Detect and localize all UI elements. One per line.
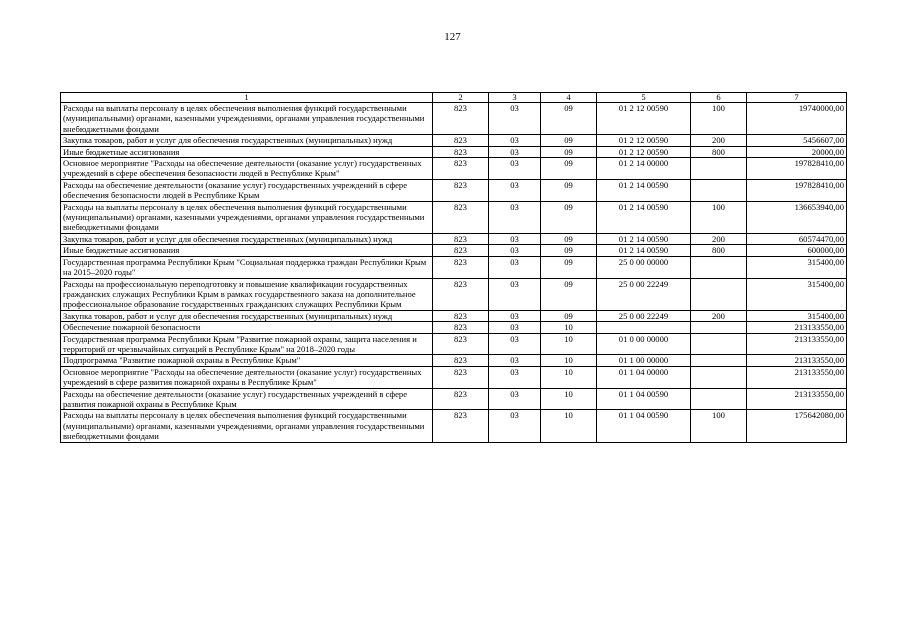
amount-cell: 213133550,00 <box>747 322 847 333</box>
target-article-cell: 01 0 00 00000 <box>597 333 691 355</box>
target-article-cell: 01 2 12 00590 <box>597 135 691 146</box>
target-article-cell: 01 1 04 00000 <box>597 366 691 388</box>
target-article-cell <box>597 322 691 333</box>
amount-cell: 315400,00 <box>747 256 847 278</box>
section-code-cell: 03 <box>489 310 541 321</box>
table-row <box>61 245 847 256</box>
subsection-code-cell: 10 <box>541 388 597 410</box>
table-row <box>61 333 847 355</box>
grbs-code-cell: 823 <box>433 245 489 256</box>
expense-name-cell: Иные бюджетные ассигнования <box>61 146 433 157</box>
expense-type-cell: 100 <box>691 201 747 233</box>
header-row <box>61 93 847 103</box>
target-article-cell: 01 2 14 00590 <box>597 179 691 201</box>
amount-cell: 213133550,00 <box>747 355 847 366</box>
expense-name-cell: Расходы на обеспечение деятельности (оказание услуг) государственных учреждений в сфере обеспечения безопасности людей в Республике Крым <box>61 179 433 201</box>
expense-type-cell <box>691 366 747 388</box>
expense-type-cell <box>691 322 747 333</box>
page-number: 127 <box>444 31 461 43</box>
expense-name-cell: Государственная программа Республики Крым "Развитие пожарной охраны, защита населения и территорий от чрезвычайных ситуаций в Республике Крым" на 2018–2020 годы <box>61 333 433 355</box>
table-row <box>61 179 847 201</box>
subsection-code-cell: 09 <box>541 179 597 201</box>
section-code-cell: 03 <box>489 355 541 366</box>
grbs-code-cell: 823 <box>433 310 489 321</box>
amount-cell: 315400,00 <box>747 278 847 310</box>
target-article-cell: 01 2 14 00590 <box>597 233 691 244</box>
table-row <box>61 158 847 180</box>
amount-cell: 213133550,00 <box>747 333 847 355</box>
grbs-code-cell: 823 <box>433 366 489 388</box>
amount-cell: 60574470,00 <box>747 233 847 244</box>
target-article-cell: 25 0 00 22249 <box>597 278 691 310</box>
section-code-cell: 03 <box>489 322 541 333</box>
target-article-cell: 01 1 00 00000 <box>597 355 691 366</box>
section-code-cell: 03 <box>489 366 541 388</box>
grbs-code-cell: 823 <box>433 158 489 180</box>
table-row <box>61 388 847 410</box>
expense-type-cell: 800 <box>691 245 747 256</box>
subsection-code-cell: 09 <box>541 245 597 256</box>
table-row <box>61 310 847 321</box>
section-code-cell: 03 <box>489 245 541 256</box>
target-article-cell: 01 1 04 00590 <box>597 410 691 442</box>
expense-type-cell: 800 <box>691 146 747 157</box>
expense-name-cell: Подпрограмма "Развитие пожарной охраны в Республике Крым" <box>61 355 433 366</box>
section-code-cell: 03 <box>489 179 541 201</box>
expense-name-cell: Иные бюджетные ассигнования <box>61 245 433 256</box>
expense-name-cell: Расходы на выплаты персоналу в целях обеспечения выполнения функций государственными (муниципальными) органами, казенными учреждениями, органами управления государственными внебюджетными фондами <box>61 410 433 442</box>
table-row <box>61 103 847 135</box>
expense-name-cell: Расходы на обеспечение деятельности (оказание услуг) государственных учреждений в сфере развития пожарной охраны в Республике Крым <box>61 388 433 410</box>
grbs-code-cell: 823 <box>433 103 489 135</box>
subsection-code-cell: 10 <box>541 322 597 333</box>
target-article-cell: 01 1 04 00590 <box>597 388 691 410</box>
expense-type-cell: 200 <box>691 135 747 146</box>
table-row <box>61 256 847 278</box>
amount-cell: 19740000,00 <box>747 103 847 135</box>
subsection-code-cell: 10 <box>541 366 597 388</box>
expense-type-cell <box>691 355 747 366</box>
amount-cell: 175642080,00 <box>747 410 847 442</box>
subsection-code-cell: 09 <box>541 233 597 244</box>
table-row <box>61 135 847 146</box>
expense-type-cell: 100 <box>691 103 747 135</box>
target-article-cell: 01 2 12 00590 <box>597 103 691 135</box>
subsection-code-cell: 09 <box>541 201 597 233</box>
expense-name-cell: Закупка товаров, работ и услуг для обеспечения государственных (муниципальных) нужд <box>61 233 433 244</box>
table-row <box>61 233 847 244</box>
table-row <box>61 322 847 333</box>
header-col-5: 5 <box>597 93 691 103</box>
table-row <box>61 366 847 388</box>
section-code-cell: 03 <box>489 278 541 310</box>
target-article-cell: 01 2 14 00000 <box>597 158 691 180</box>
grbs-code-cell: 823 <box>433 146 489 157</box>
target-article-cell: 01 2 14 00590 <box>597 245 691 256</box>
expense-name-cell: Основное мероприятие "Расходы на обеспечение деятельности (оказание услуг) государственных учреждений в сфере обеспечения безопасности людей в Республике Крым" <box>61 158 433 180</box>
subsection-code-cell: 10 <box>541 333 597 355</box>
table-row <box>61 355 847 366</box>
expense-name-cell: Закупка товаров, работ и услуг для обеспечения государственных (муниципальных) нужд <box>61 135 433 146</box>
amount-cell: 213133550,00 <box>747 388 847 410</box>
section-code-cell: 03 <box>489 388 541 410</box>
expense-name-cell: Основное мероприятие "Расходы на обеспечение деятельности (оказание услуг) государственных учреждений в сфере развития пожарной охраны в Республике Крым" <box>61 366 433 388</box>
header-col-4: 4 <box>541 93 597 103</box>
section-code-cell: 03 <box>489 201 541 233</box>
grbs-code-cell: 823 <box>433 355 489 366</box>
grbs-code-cell: 823 <box>433 278 489 310</box>
grbs-code-cell: 823 <box>433 256 489 278</box>
header-col-1: 1 <box>61 93 433 103</box>
grbs-code-cell: 823 <box>433 410 489 442</box>
amount-cell: 136653940,00 <box>747 201 847 233</box>
amount-cell: 213133550,00 <box>747 366 847 388</box>
expense-name-cell: Расходы на выплаты персоналу в целях обеспечения выполнения функций государственными (муниципальными) органами, казенными учреждениями, органами управления государственными внебюджетными фондами <box>61 103 433 135</box>
grbs-code-cell: 823 <box>433 233 489 244</box>
section-code-cell: 03 <box>489 233 541 244</box>
expense-type-cell <box>691 256 747 278</box>
target-article-cell: 01 2 14 00590 <box>597 201 691 233</box>
table-row <box>61 146 847 157</box>
expense-type-cell <box>691 388 747 410</box>
grbs-code-cell: 823 <box>433 135 489 146</box>
section-code-cell: 03 <box>489 410 541 442</box>
expense-type-cell: 200 <box>691 310 747 321</box>
target-article-cell: 25 0 00 00000 <box>597 256 691 278</box>
expense-name-cell: Государственная программа Республики Крым "Социальная поддержка граждан Республики Крым на 2015–2020 годы" <box>61 256 433 278</box>
expense-type-cell <box>691 158 747 180</box>
subsection-code-cell: 09 <box>541 256 597 278</box>
expense-name-cell: Расходы на профессиональную переподготовку и повышение квалификации государственных гражданских служащих Республики Крым в рамках государственного заказа на дополнительное профессиональное образование государственных гражданских служащих Республики Крым <box>61 278 433 310</box>
expense-type-cell: 200 <box>691 233 747 244</box>
section-code-cell: 03 <box>489 135 541 146</box>
expense-type-cell <box>691 333 747 355</box>
target-article-cell: 25 0 00 22249 <box>597 310 691 321</box>
grbs-code-cell: 823 <box>433 333 489 355</box>
section-code-cell: 03 <box>489 146 541 157</box>
expense-type-cell: 100 <box>691 410 747 442</box>
subsection-code-cell: 10 <box>541 410 597 442</box>
amount-cell: 197828410,00 <box>747 158 847 180</box>
grbs-code-cell: 823 <box>433 179 489 201</box>
budget-table <box>60 92 847 443</box>
expense-name-cell: Закупка товаров, работ и услуг для обеспечения государственных (муниципальных) нужд <box>61 310 433 321</box>
header-col-6: 6 <box>691 93 747 103</box>
expense-name-cell: Обеспечение пожарной безопасности <box>61 322 433 333</box>
section-code-cell: 03 <box>489 333 541 355</box>
section-code-cell: 03 <box>489 103 541 135</box>
section-code-cell: 03 <box>489 158 541 180</box>
header-col-2: 2 <box>433 93 489 103</box>
header-col-3: 3 <box>489 93 541 103</box>
subsection-code-cell: 09 <box>541 146 597 157</box>
subsection-code-cell: 09 <box>541 103 597 135</box>
table-body <box>61 103 847 443</box>
grbs-code-cell: 823 <box>433 388 489 410</box>
table-row <box>61 410 847 442</box>
grbs-code-cell: 823 <box>433 201 489 233</box>
subsection-code-cell: 09 <box>541 158 597 180</box>
subsection-code-cell: 09 <box>541 278 597 310</box>
subsection-code-cell: 09 <box>541 135 597 146</box>
amount-cell: 315400,00 <box>747 310 847 321</box>
subsection-code-cell: 10 <box>541 355 597 366</box>
table-row <box>61 278 847 310</box>
expense-name-cell: Расходы на выплаты персоналу в целях обеспечения выполнения функций государственными (муниципальными) органами, казенными учреждениями, органами управления государственными внебюджетными фондами <box>61 201 433 233</box>
subsection-code-cell: 09 <box>541 310 597 321</box>
table-row <box>61 201 847 233</box>
expense-type-cell <box>691 278 747 310</box>
header-col-7: 7 <box>747 93 847 103</box>
amount-cell: 20000,00 <box>747 146 847 157</box>
amount-cell: 197828410,00 <box>747 179 847 201</box>
amount-cell: 600000,00 <box>747 245 847 256</box>
amount-cell: 5456607,00 <box>747 135 847 146</box>
target-article-cell: 01 2 12 00590 <box>597 146 691 157</box>
grbs-code-cell: 823 <box>433 322 489 333</box>
expense-type-cell <box>691 179 747 201</box>
section-code-cell: 03 <box>489 256 541 278</box>
